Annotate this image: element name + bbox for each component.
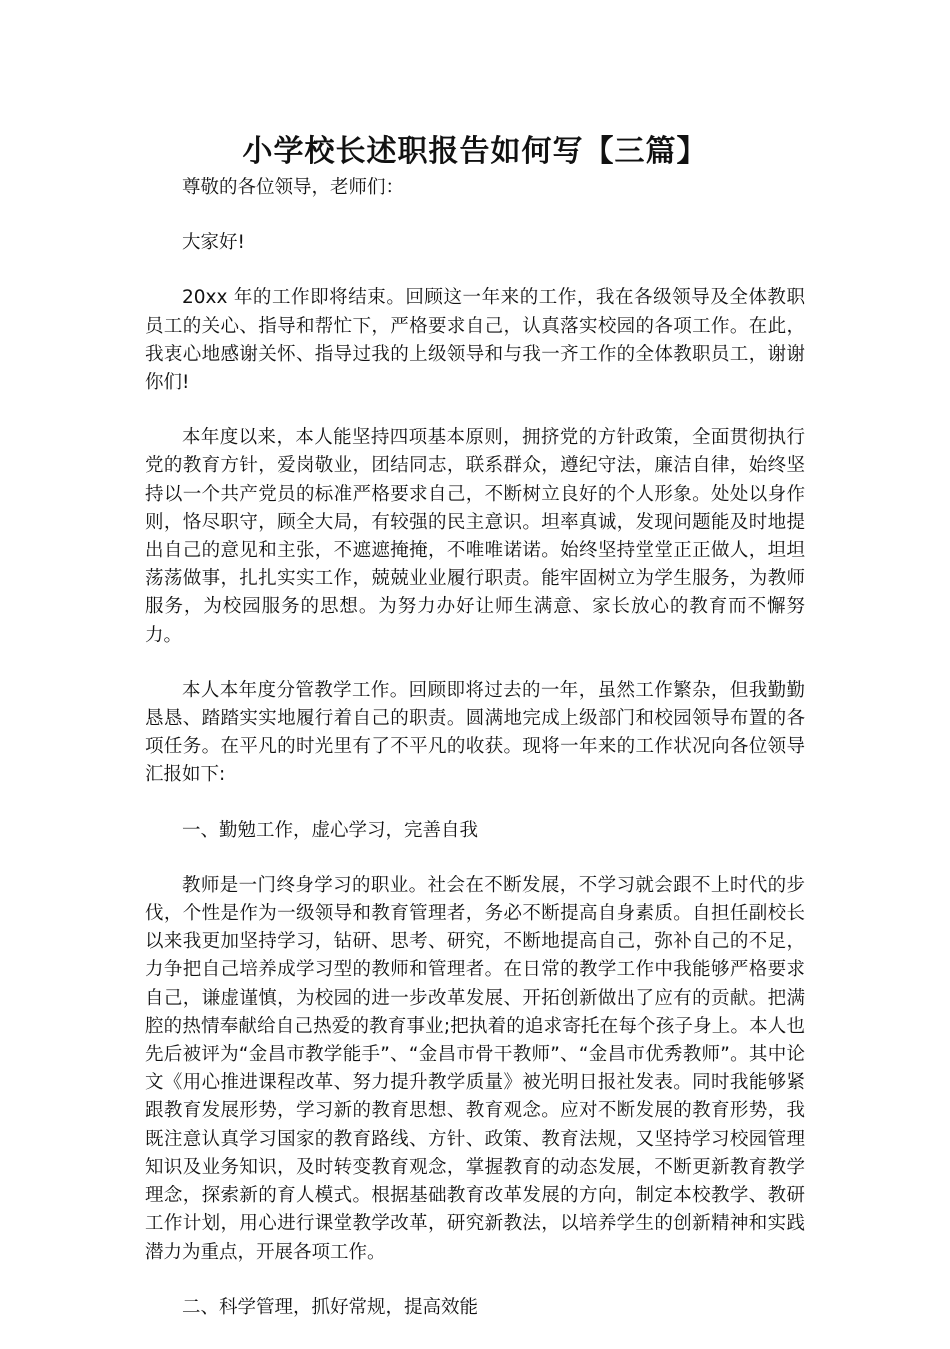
document-title: 小学校长述职报告如何写【三篇】: [242, 134, 708, 169]
section-heading: 二、科学管理，抓好常规，提高效能: [182, 1296, 479, 1318]
greeting: 大家好!: [182, 232, 245, 254]
paragraph: 本人本年度分管教学工作。回顾即将过去的一年，虽然工作繁杂，但我勤勤恳恳、踏踏实实地履行着自己的职责。圆满地完成上级部门和校园领导布置的各项任务。在平凡的时光里有了不平凡的收获。现将一年来的工作状况向各位领导汇报如下:: [145, 679, 805, 786]
salutation: 尊敬的各位领导，老师们：: [182, 177, 405, 198]
paragraph: 教师是一门终身学习的职业。社会在不断发展，不学习就会跟不上时代的步伐，个性是作为一级领导和教育管理者，务必不断提高自身素质。自担任副校长以来我更加坚持学习，钻研、思考、研究，不断地提高自己，弥补自己的不足，力争把自己培养成学习型的教师和管理者。在日常的教学工作中我能够严格要求自己，谦虚谨慎，为校园的进一步改革发展、开拓创新做出了应有的贡献。把满腔的热情奉献给自己热爱的教育事业;把执着的追求寄托在每个孩子身上。本人也先后被评为“金昌市教学能手”、“金昌市骨干教师”、“金昌市优秀教师”。其中论文《用心推进课程改革、努力提升教学质量》被光明日报社发表。同时我能够紧跟教育发展形势，学习新的教育思想、教育观念。应对不断发展的教育形势，我既注意认真学习国家的教育路线、方针、政策、教育法规，又坚持学习校园管理知识及业务知识，及时转变教育观念，掌握教育的动态发展，不断更新教育教学理念，探索新的育人模式。根据基础教育改革发展的方向，制定本校教学、教研工作计划，用心进行课堂教学改革，研究新教法，以培养学生的创新精神和实践潜力为重点，开展各项工作。: [145, 874, 805, 1263]
paragraph: 20xx 年的工作即将结束。回顾这一年来的工作，我在各级领导及全体教职员工的关心、指导和帮忙下，严格要求自己，认真落实校园的各项工作。在此，我衷心地感谢关怀、指导过我的上级领导和与我一齐工作的全体教职员工，谢谢你们!: [145, 287, 805, 394]
paragraph: 本年度以来，本人能坚持四项基本原则，拥挤党的方针政策，全面贯彻执行党的教育方针，爱岗敬业，团结同志，联系群众，遵纪守法，廉洁自律，始终坚持以一个共产党员的标准严格要求自己，不断树立良好的个人形象。处处以身作则，恪尽职守，顾全大局，有较强的民主意识。坦率真诚，发现问题能及时地提出自己的意见和主张，不遮遮掩掩，不唯唯诺诺。始终坚持堂堂正正做人，坦坦荡荡做事，扎扎实实工作，兢兢业业履行职责。能牢固树立为学生服务，为教师服务，为校园服务的思想。为努力办好让师生满意、家长放心的教育而不懈努力。: [145, 427, 805, 646]
document-body: [145, 174, 805, 1349]
section-heading: 一、勤勉工作，虚心学习，完善自我: [182, 819, 479, 841]
